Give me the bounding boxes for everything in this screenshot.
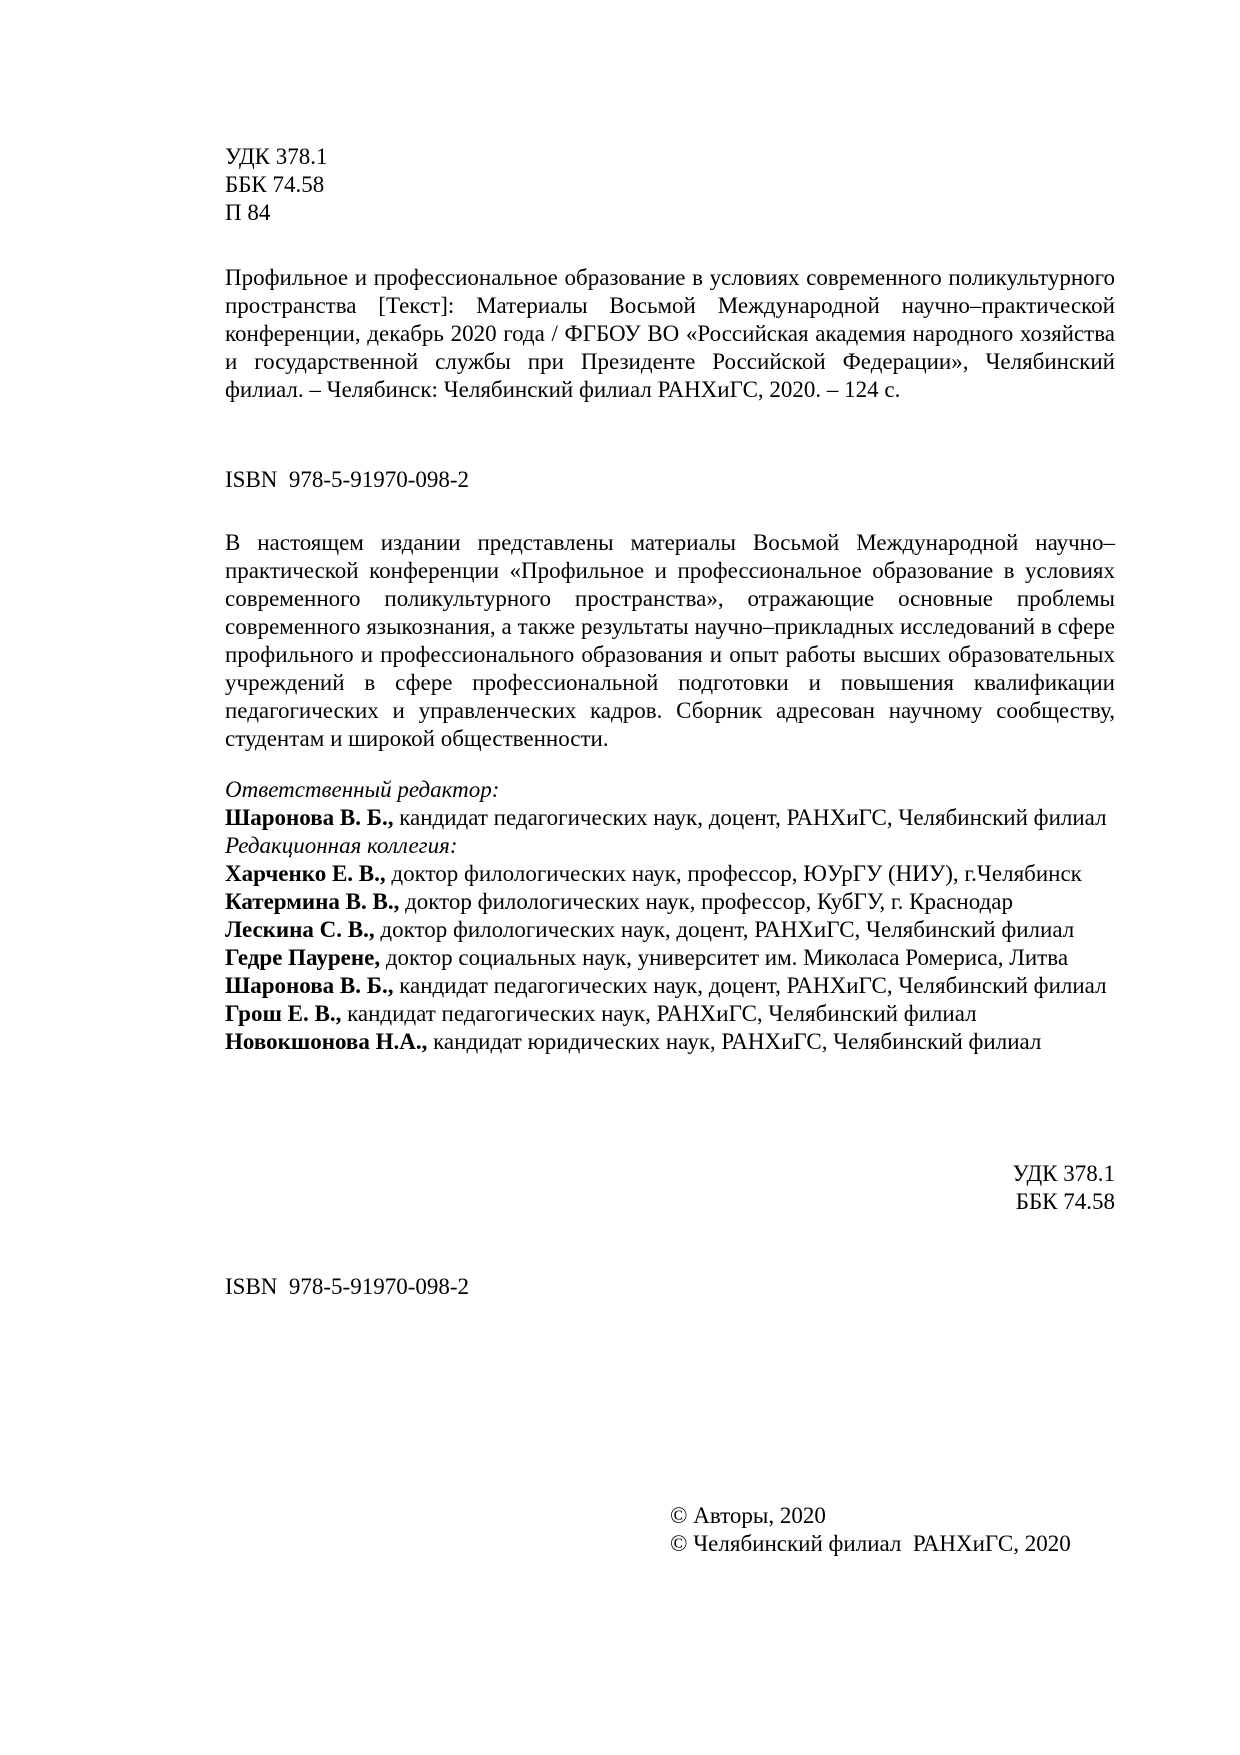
editorial-board-label: Редакционная коллегия: <box>225 833 458 858</box>
board-member-name: Катермина В. В., <box>225 889 400 914</box>
udk-code: УДК 378.1 <box>225 144 328 169</box>
bibliographic-record: Профильное и профессиональное образование в условиях современного поликультурного пространства [Текст]: Материалы Восьмой Международной научно–практической конференции, декабрь 2020 года / ФГБОУ ВО «Российская академия народного хозяйства и государственной службы при Президенте Российской Федерации», Челябинский филиал. – Челябинск: Челябинский филиал РАНХиГС, 2020. – 124 с. <box>225 265 1115 402</box>
copyright-publisher: © Челябинский филиал РАНХиГС, 2020 <box>670 1531 1071 1556</box>
footer-classification-codes <box>1013 1160 1116 1216</box>
bbk-code-footer: ББК 74.58 <box>1015 1189 1115 1214</box>
board-member-name: Шаронова В. Б., <box>225 973 394 998</box>
board-member <box>225 916 1115 944</box>
author-mark: П 84 <box>225 200 271 225</box>
board-member-details: кандидат педагогических наук, РАНХиГС, Челябинский филиал <box>341 1001 977 1026</box>
board-member-name: Грош Е. В., <box>225 1001 342 1026</box>
responsible-editor-details: кандидат педагогических наук, доцент, РАНХиГС, Челябинский филиал <box>393 805 1107 830</box>
board-member <box>225 944 1115 972</box>
board-member-name: Лескина С. В., <box>225 917 375 942</box>
copyright-authors: © Авторы, 2020 <box>670 1503 826 1528</box>
board-member <box>225 860 1115 888</box>
isbn-top: ISBN 978-5-91970-098-2 <box>225 467 470 492</box>
board-member-details: кандидат педагогических наук, доцент, РАНХиГС, Челябинский филиал <box>393 973 1107 998</box>
annotation: В настоящем издании представлены материалы Восьмой Международной научно–практической конференции «Профильное и профессиональное образование в условиях современного поликультурного пространства», отражающие основные проблемы современного языкознания, а также результаты научно–прикладных исследований в сфере профильного и профессионального образования и опыт работы высших образовательных учреждений в сфере профессиональной подготовки и повышения квалификации педагогических и управленческих кадров. Сборник адресован научному сообществу, студентам и широкой общественности. <box>225 530 1115 751</box>
responsible-editor-name: Шаронова В. Б., <box>225 805 394 830</box>
board-member-name: Новокшонова Н.А., <box>225 1029 428 1054</box>
responsible-editor-entry <box>225 804 1115 832</box>
copyright-block <box>670 1502 1071 1558</box>
responsible-editor-label: Ответственный редактор: <box>225 777 500 802</box>
isbn-bottom: ISBN 978-5-91970-098-2 <box>225 1274 470 1299</box>
board-member <box>225 1000 1115 1028</box>
board-member-name: Гедре Паурене, <box>225 945 381 970</box>
board-member-details: доктор социальных наук, университет им. Миколаса Ромериса, Литва <box>380 945 1069 970</box>
board-member <box>225 1028 1115 1056</box>
board-member-name: Харченко Е. В., <box>225 861 386 886</box>
bbk-code: ББК 74.58 <box>225 172 325 197</box>
header-classification-codes <box>225 143 1115 227</box>
udk-code-footer: УДК 378.1 <box>1012 1161 1115 1186</box>
board-member <box>225 972 1115 1000</box>
board-member-details: кандидат юридических наук, РАНХиГС, Челябинский филиал <box>427 1029 1042 1054</box>
editors-section <box>225 776 1115 1056</box>
board-member <box>225 888 1115 916</box>
board-member-details: доктор филологических наук, профессор, КубГУ, г. Краснодар <box>399 889 1013 914</box>
board-member-details: доктор филологических наук, профессор, ЮУрГУ (НИУ), г.Челябинск <box>385 861 1082 886</box>
board-member-details: доктор филологических наук, доцент, РАНХиГС, Челябинский филиал <box>374 917 1075 942</box>
